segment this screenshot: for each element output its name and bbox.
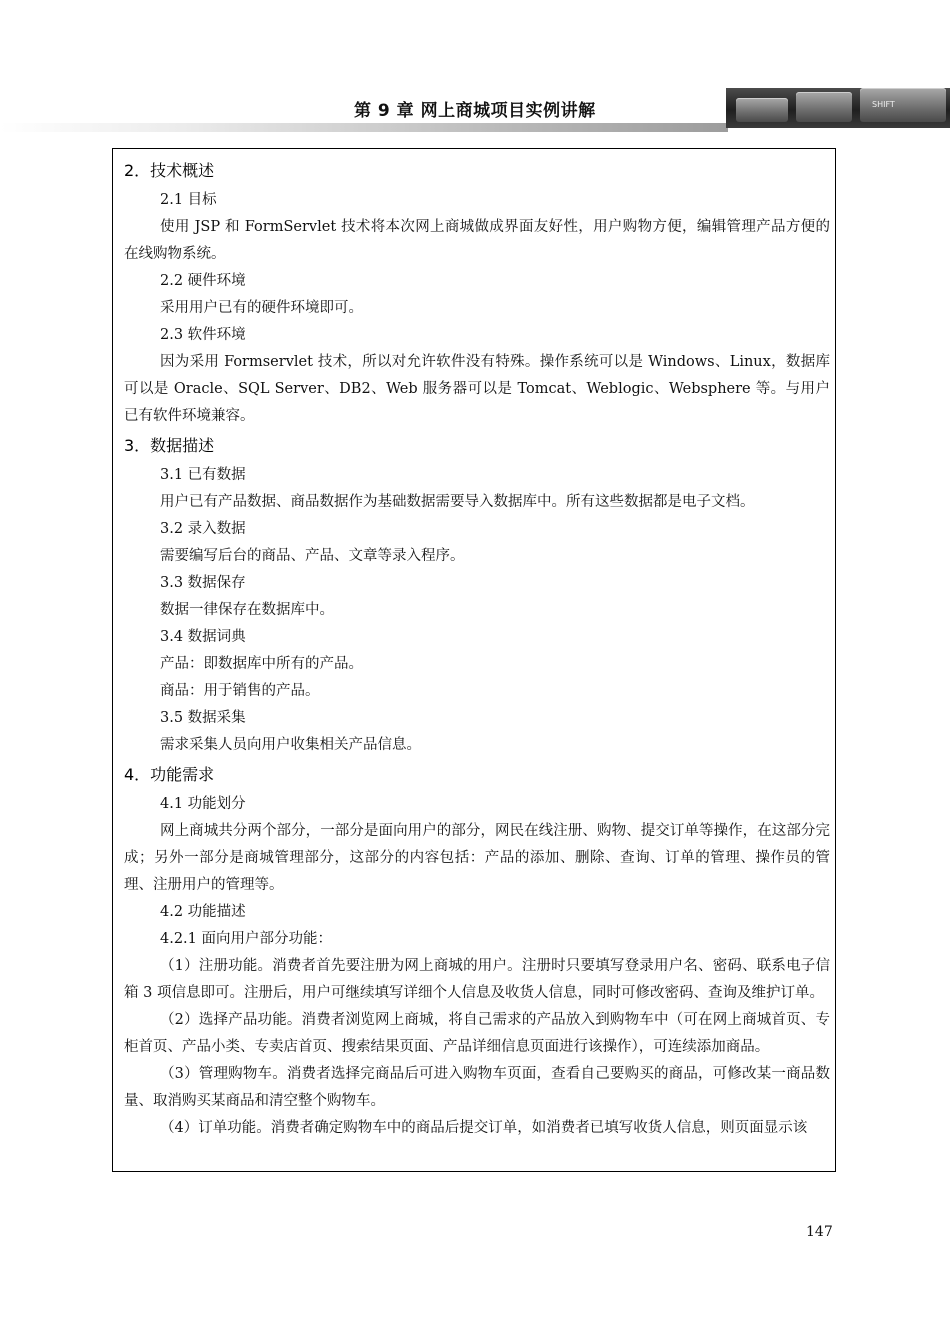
paragraph: 用户已有产品数据、商品数据作为基础数据需要导入数据库中。所有这些数据都是电子文档。 — [160, 494, 755, 510]
section-heading: 3．数据描述 — [124, 436, 215, 455]
subsection-heading: 4.2.1 面向用户部分功能： — [160, 931, 333, 947]
subsection-heading: 3.5 数据采集 — [160, 710, 246, 726]
paragraph: 需要编写后台的商品、产品、文章等录入程序。 — [160, 548, 465, 564]
key-label: SHIFT — [872, 100, 895, 109]
paragraph: 数据一律保存在数据库中。 — [160, 602, 334, 618]
dictionary-entry: 商品：用于销售的产品。 — [160, 683, 320, 699]
function-item: （2）选择产品功能。消费者浏览网上商城，将自己需求的产品放入到购物车中（可在网上商城首页、专柜首页、产品小类、专卖店首页、搜索结果页面、产品详细信息页面进行该操作），可连续添加商品。 — [124, 1012, 830, 1055]
function-item: （1）注册功能。消费者首先要注册为网上商城的用户。注册时只要填写登录用户名、密码、联系电子信箱 3 项信息即可。注册后，用户可继续填写详细个人信息及收货人信息，同时可修改密码、查询及维护订单。 — [124, 958, 830, 1001]
paragraph: 使用 JSP 和 FormServlet 技术将本次网上商城做成界面友好性，用户购物方便，编辑管理产品方便的在线购物系统。 — [124, 219, 830, 262]
dictionary-entry: 产品：即数据库中所有的产品。 — [160, 656, 363, 672]
function-item: （4）订单功能。消费者确定购物车中的商品后提交订单，如消费者已填写收货人信息，则页面显示该 — [160, 1120, 808, 1136]
section-heading: 4．功能需求 — [124, 765, 215, 784]
header-rule — [0, 123, 728, 132]
document-body — [124, 155, 830, 1142]
subsection-heading: 3.1 已有数据 — [160, 467, 246, 483]
subsection-heading: 3.4 数据词典 — [160, 629, 246, 645]
paragraph: 因为采用 Formservlet 技术，所以对允许软件没有特殊。操作系统可以是 Windows、Linux，数据库可以是 Oracle、SQL Server、DB2、Web 服务器可以是 Tomcat、Weblogic、Websphere 等。与用户已有软件环境兼容。 — [124, 354, 830, 424]
keyboard-key — [796, 92, 852, 122]
subsection-heading: 4.1 功能划分 — [160, 796, 246, 812]
keyboard-image — [726, 88, 950, 128]
page-number: 147 — [806, 1224, 833, 1240]
keyboard-key — [736, 98, 788, 122]
function-item: （3）管理购物车。消费者选择完商品后可进入购物车页面，查看自己要购买的商品，可修改某一商品数量、取消购买某商品和清空整个购物车。 — [124, 1066, 830, 1109]
content-box — [112, 148, 836, 1172]
subsection-heading: 2.1 目标 — [160, 192, 217, 208]
paragraph: 需求采集人员向用户收集相关产品信息。 — [160, 737, 421, 753]
subsection-heading: 3.2 录入数据 — [160, 521, 246, 537]
subsection-heading: 2.2 硬件环境 — [160, 273, 246, 289]
subsection-heading: 4.2 功能描述 — [160, 904, 246, 920]
section-heading: 2．技术概述 — [124, 161, 215, 180]
paragraph: 采用用户已有的硬件环境即可。 — [160, 300, 363, 316]
paragraph: 网上商城共分两个部分，一部分是面向用户的部分，网民在线注册、购物、提交订单等操作，在这部分完成；另外一部分是商城管理部分，这部分的内容包括：产品的添加、删除、查询、订单的管理、操作员的管理、注册用户的管理等。 — [124, 823, 830, 893]
chapter-title: 第 9 章 网上商城项目实例讲解 — [354, 101, 596, 121]
subsection-heading: 3.3 数据保存 — [160, 575, 246, 591]
subsection-heading: 2.3 软件环境 — [160, 327, 246, 343]
